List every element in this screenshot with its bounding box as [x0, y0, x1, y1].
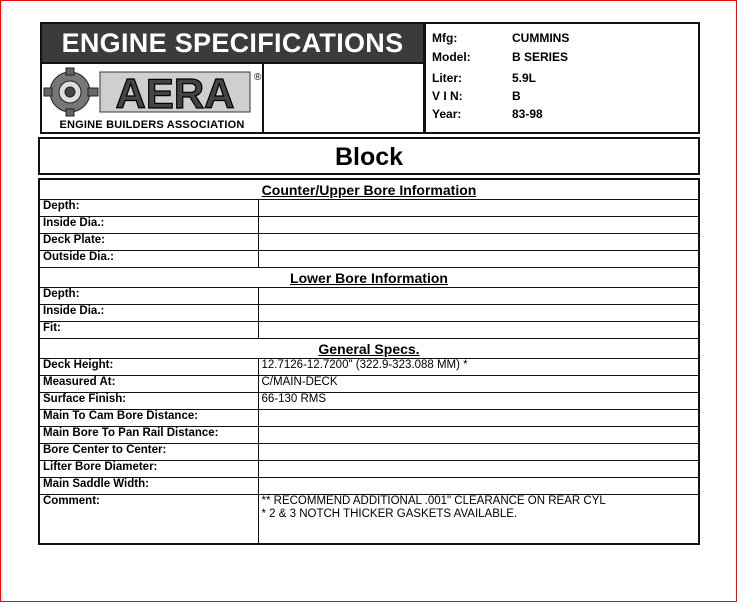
model-value: B SERIES	[512, 50, 569, 64]
row-label: Inside Dia.:	[39, 305, 258, 322]
table-row	[39, 322, 699, 339]
row-label: Depth:	[39, 200, 258, 217]
block-title-box	[38, 137, 700, 175]
row-value	[258, 234, 699, 251]
comment-line: * 2 & 3 NOTCH THICKER GASKETS AVAILABLE.	[261, 508, 518, 520]
year-value: 83-98	[512, 107, 543, 121]
table-row	[39, 200, 699, 217]
table-row	[39, 376, 699, 393]
row-label: Fit:	[39, 322, 258, 339]
liter-value: 5.9L	[512, 71, 537, 85]
row-value	[258, 305, 699, 322]
row-label: Main Bore To Pan Rail Distance:	[39, 427, 258, 444]
row-value	[258, 478, 699, 495]
logo-wordmark: AERA	[115, 70, 235, 117]
registered-mark: ®	[254, 72, 262, 83]
row-value: C/MAIN-DECK	[258, 376, 699, 393]
header-title-box	[40, 22, 425, 134]
table-row	[39, 251, 699, 268]
row-label: Bore Center to Center:	[39, 444, 258, 461]
comment-line: ** RECOMMEND ADDITIONAL .001" CLEARANCE ON REAR CYL	[261, 495, 606, 507]
row-label: Main To Cam Bore Distance:	[39, 410, 258, 427]
row-label: Surface Finish:	[39, 393, 258, 410]
table-row	[39, 288, 699, 305]
comment-label: Comment:	[39, 495, 258, 545]
mfg-label: Mfg:	[432, 31, 458, 45]
table-row	[39, 234, 699, 251]
row-value	[258, 410, 699, 427]
row-label: Deck Plate:	[39, 234, 258, 251]
row-value	[258, 200, 699, 217]
table-row	[39, 427, 699, 444]
table-row	[39, 461, 699, 478]
row-value	[258, 251, 699, 268]
title-bar	[42, 24, 423, 64]
table-row	[39, 217, 699, 234]
row-label: Measured At:	[39, 376, 258, 393]
row-value	[258, 444, 699, 461]
row-label: Deck Height:	[39, 359, 258, 376]
row-label: Inside Dia.:	[39, 217, 258, 234]
row-label: Outside Dia.:	[39, 251, 258, 268]
section-lower-bore: Lower Bore Information	[39, 268, 699, 288]
row-value	[258, 461, 699, 478]
vin-label: V I N:	[432, 89, 463, 103]
aera-logo-icon	[42, 64, 262, 120]
table-row	[39, 444, 699, 461]
row-value	[258, 322, 699, 339]
table-row	[39, 359, 699, 376]
section-general-specs: General Specs.	[39, 339, 699, 359]
mfg-value: CUMMINS	[512, 31, 570, 45]
model-label: Model:	[432, 50, 471, 64]
spec-table	[38, 178, 700, 545]
table-row	[39, 478, 699, 495]
aera-logo	[42, 64, 264, 132]
page-title: ENGINE SPECIFICATIONS	[61, 28, 404, 58]
table-row	[39, 410, 699, 427]
vin-value: B	[512, 89, 521, 103]
row-value: 66-130 RMS	[258, 393, 699, 410]
logo-subtitle: ENGINE BUILDERS ASSOCIATION	[59, 119, 245, 131]
row-value	[258, 217, 699, 234]
row-value	[258, 427, 699, 444]
comment-value	[258, 495, 699, 545]
row-value: 12.7126-12.7200" (322.9-323.088 MM) *	[258, 359, 699, 376]
year-label: Year:	[432, 107, 462, 121]
engine-info-box	[424, 22, 700, 134]
row-label: Main Saddle Width:	[39, 478, 258, 495]
section-counter-upper-bore: Counter/Upper Bore Information	[39, 179, 699, 200]
row-value	[258, 288, 699, 305]
comment-row	[39, 495, 699, 545]
table-row	[39, 393, 699, 410]
section-heading-block: Block	[334, 143, 404, 171]
table-row	[39, 305, 699, 322]
liter-label: Liter:	[432, 71, 462, 85]
row-label: Depth:	[39, 288, 258, 305]
row-label: Lifter Bore Diameter:	[39, 461, 258, 478]
